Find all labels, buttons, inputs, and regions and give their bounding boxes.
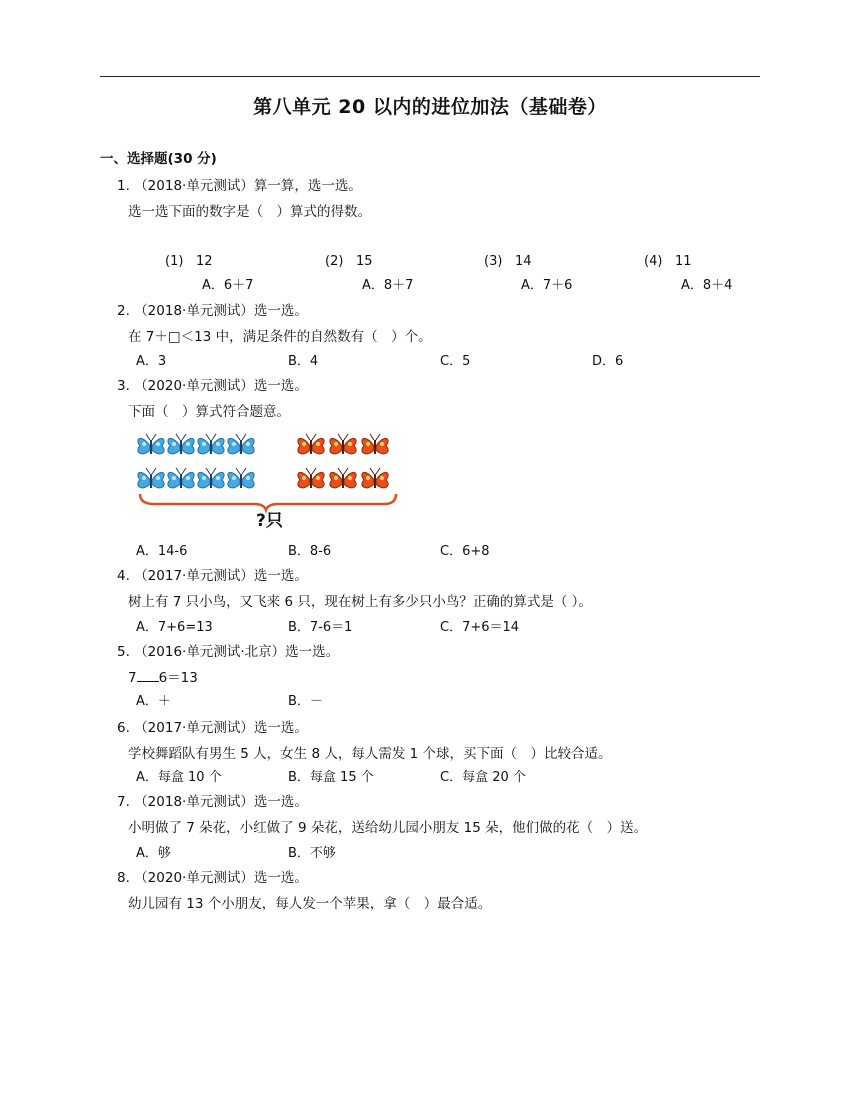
q7-option-b[interactable]: B．不够 xyxy=(288,846,336,861)
question-4-head: 4. （2017·单元测试）选一选。 xyxy=(117,568,308,584)
orange-butterfly xyxy=(298,468,324,488)
question-2-body: 在 7＋□＜13 中，满足条件的自然数有（ ）个。 xyxy=(128,329,432,345)
orange-butterfly xyxy=(298,434,324,454)
q4-option-a[interactable]: A．7+6=13 xyxy=(136,620,213,635)
question-2-head: 2. （2018·单元测试）选一选。 xyxy=(117,303,308,319)
q1-sub3-num: (3) xyxy=(484,254,503,269)
q1-sub4-num: (4) xyxy=(644,254,663,269)
q4-option-c[interactable]: C．7+6＝14 xyxy=(440,620,520,635)
q1-sub4-value: 11 xyxy=(675,254,692,269)
question-1-head: 1. （2018·单元测试）算一算，选一选。 xyxy=(117,178,362,194)
blue-butterfly xyxy=(138,434,164,454)
q1-sub4-option-a[interactable]: A．8＋4 xyxy=(681,278,733,293)
orange-butterfly xyxy=(330,468,356,488)
figure-label: ?只 xyxy=(256,511,283,531)
q1-sub3-value: 14 xyxy=(515,254,532,269)
q6-option-a[interactable]: A．每盒 10 个 xyxy=(136,770,222,785)
page-title: 第八单元 20 以内的进位加法（基础卷） xyxy=(253,96,607,118)
question-3-head: 3. （2020·单元测试）选一选。 xyxy=(117,378,308,394)
question-7-body: 小明做了 7 朵花，小红做了 9 朵花，送给幼儿园小朋友 15 朵，他们做的花（ ）送。 xyxy=(128,820,648,836)
blue-butterfly xyxy=(138,468,164,488)
q5-right-expression: 6＝13 xyxy=(158,670,198,686)
q2-option-d[interactable]: D．6 xyxy=(592,354,624,369)
q3-option-c[interactable]: C．6+8 xyxy=(440,544,490,559)
q6-option-c[interactable]: C．每盒 20 个 xyxy=(440,770,526,785)
question-3-body: 下面（ ）算式符合题意。 xyxy=(128,404,290,420)
question-8-head: 8. （2020·单元测试）选一选。 xyxy=(117,870,308,886)
q1-sub1-num: (1) xyxy=(165,254,184,269)
blue-butterfly xyxy=(168,468,194,488)
q2-option-b[interactable]: B．4 xyxy=(288,354,319,369)
q1-sub1-option-a[interactable]: A．6＋7 xyxy=(202,278,254,293)
question-6-body: 学校舞蹈队有男生 5 人，女生 8 人，每人需发 1 个球，买下面（ ）比较合适。 xyxy=(128,746,612,762)
q5-option-b[interactable]: B．－ xyxy=(288,694,323,709)
q5-option-a[interactable]: A．＋ xyxy=(136,694,171,709)
section-heading: 一、选择题(30 分) xyxy=(100,151,217,167)
q1-sub2-num: (2) xyxy=(325,254,344,269)
question-5-body xyxy=(128,669,198,687)
butterflies-illustration xyxy=(136,426,400,534)
q5-left-operand: 7 xyxy=(128,670,137,686)
question-7-head: 7. （2018·单元测试）选一选。 xyxy=(117,794,308,810)
q3-option-a[interactable]: A．14-6 xyxy=(136,544,188,559)
orange-butterfly xyxy=(362,434,388,454)
butterflies-figure xyxy=(136,426,400,534)
q2-option-a[interactable]: A．3 xyxy=(136,354,167,369)
orange-butterfly xyxy=(362,468,388,488)
blue-butterfly xyxy=(198,468,224,488)
orange-butterfly xyxy=(330,434,356,454)
question-1-body: 选一选下面的数字是（ ）算式的得数。 xyxy=(128,204,371,220)
q4-option-b[interactable]: B．7-6＝1 xyxy=(288,620,353,635)
blue-butterfly xyxy=(228,434,254,454)
q7-option-a[interactable]: A．够 xyxy=(136,846,171,861)
question-8-body: 幼儿园有 13 个小朋友，每人发一个苹果，拿（ ）最合适。 xyxy=(128,896,492,912)
blue-butterfly xyxy=(168,434,194,454)
curly-brace xyxy=(140,494,396,510)
question-4-body: 树上有 7 只小鸟，又飞来 6 只，现在树上有多少只小鸟？正确的算式是（ ）。 xyxy=(128,594,592,610)
question-6-head: 6. （2017·单元测试）选一选。 xyxy=(117,720,308,736)
q1-sub1-value: 12 xyxy=(196,254,213,269)
q1-sub2-option-a[interactable]: A．8＋7 xyxy=(362,278,414,293)
blue-butterfly xyxy=(228,468,254,488)
question-5-head: 5. （2016·单元测试·北京）选一选。 xyxy=(117,644,340,660)
q5-answer-blank[interactable] xyxy=(137,669,159,682)
q1-sub3-option-a[interactable]: A．7＋6 xyxy=(521,278,573,293)
q1-sub2-value: 15 xyxy=(356,254,373,269)
q3-option-b[interactable]: B．8-6 xyxy=(288,544,332,559)
q2-option-c[interactable]: C．5 xyxy=(440,354,471,369)
blue-butterfly xyxy=(198,434,224,454)
q6-option-b[interactable]: B．每盒 15 个 xyxy=(288,770,374,785)
header-rule xyxy=(100,76,760,77)
